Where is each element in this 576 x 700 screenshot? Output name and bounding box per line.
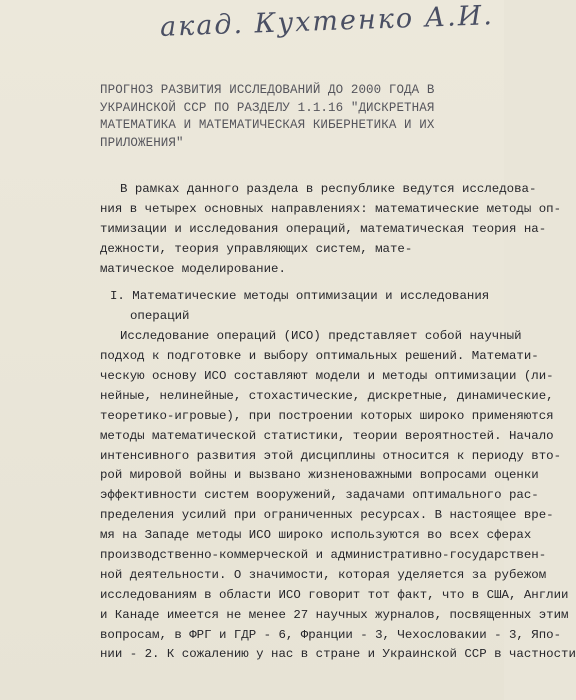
handwritten-author-note: акад. Кухтенко А.И.: [159, 0, 495, 43]
text-line: подход к подготовке и выбору оптимальных решений. Математи-: [100, 349, 539, 364]
text-line: матическое моделирование.: [100, 261, 286, 276]
document-title: [100, 82, 490, 152]
section-heading: [100, 287, 495, 327]
text-line: нии - 2. К сожалению у нас в стране и Украинской ССР в частности: [100, 647, 576, 662]
text-line: нейные, нелинейные, стохастические, дискретные, динамические,: [100, 388, 554, 403]
text-line: тимизации и исследования операций, математическая теория на-: [100, 221, 547, 236]
text-line: производственно-коммерческой и административно-государствен-: [100, 548, 547, 563]
title-line: ПРИЛОЖЕНИЯ": [100, 135, 184, 150]
title-line: МАТЕМАТИКА И МАТЕМАТИЧЕСКАЯ КИБЕРНЕТИКА И ИХ: [100, 118, 435, 132]
intro-paragraph: [100, 180, 562, 279]
text-line: В рамках данного раздела в республике ведутся исследова-: [120, 182, 537, 196]
text-line: исследованиям в области ИСО говорит тот факт, что в США, Англии: [100, 587, 569, 602]
text-line: пределения усилий при ограниченных ресурсах. В настоящее вре-: [100, 508, 554, 523]
text-line: мя на Западе методы ИСО широко используются во всех сферах: [100, 528, 532, 543]
text-line: интенсивного развития этой дисциплины относится к периоду вто-: [100, 448, 562, 463]
heading-line: I. Математические методы оптимизации и исследования: [110, 289, 490, 304]
text-line: теоретико-игровые), при построении которых широко применяются: [100, 408, 554, 423]
text-line: ческую основу ИСО составляют модели и методы оптимизации (ли-: [100, 369, 554, 384]
text-line: методы математической статистики, теории вероятностей. Начало: [100, 428, 554, 443]
heading-line: операций: [130, 309, 190, 324]
title-line: ПРОГНОЗ РАЗВИТИЯ ИССЛЕДОВАНИЙ ДО 2000 ГОДА В: [100, 83, 435, 97]
text-line: дежности, теория управляющих систем, мате-: [100, 241, 413, 256]
text-line: рой мировой войны и вызвано жизненоважными вопросами оценки: [100, 468, 539, 483]
text-line: вопросам, в ФРГ и ГДР - 6, Франции - 3, Чехословакии - 3, Япо-: [100, 627, 562, 642]
text-line: Исследование операций (ИСО) представляет собой научный: [120, 329, 522, 344]
text-line: ной деятельности. О значимости, которая уделяется за рубежом: [100, 567, 547, 582]
title-line: УКРАИНСКОЙ ССР ПО РАЗДЕЛУ 1.1.16 "ДИСКРЕТНАЯ: [100, 100, 435, 115]
text-line: ния в четырех основных направлениях: математические методы оп-: [100, 201, 562, 216]
text-line: и Канаде имеется не менее 27 научных журналов, посвященных этим: [100, 607, 569, 622]
document-body: [100, 180, 576, 665]
section-paragraph: [100, 327, 576, 665]
text-line: эффективности систем вооружений, задачами оптимального рас-: [100, 488, 539, 503]
